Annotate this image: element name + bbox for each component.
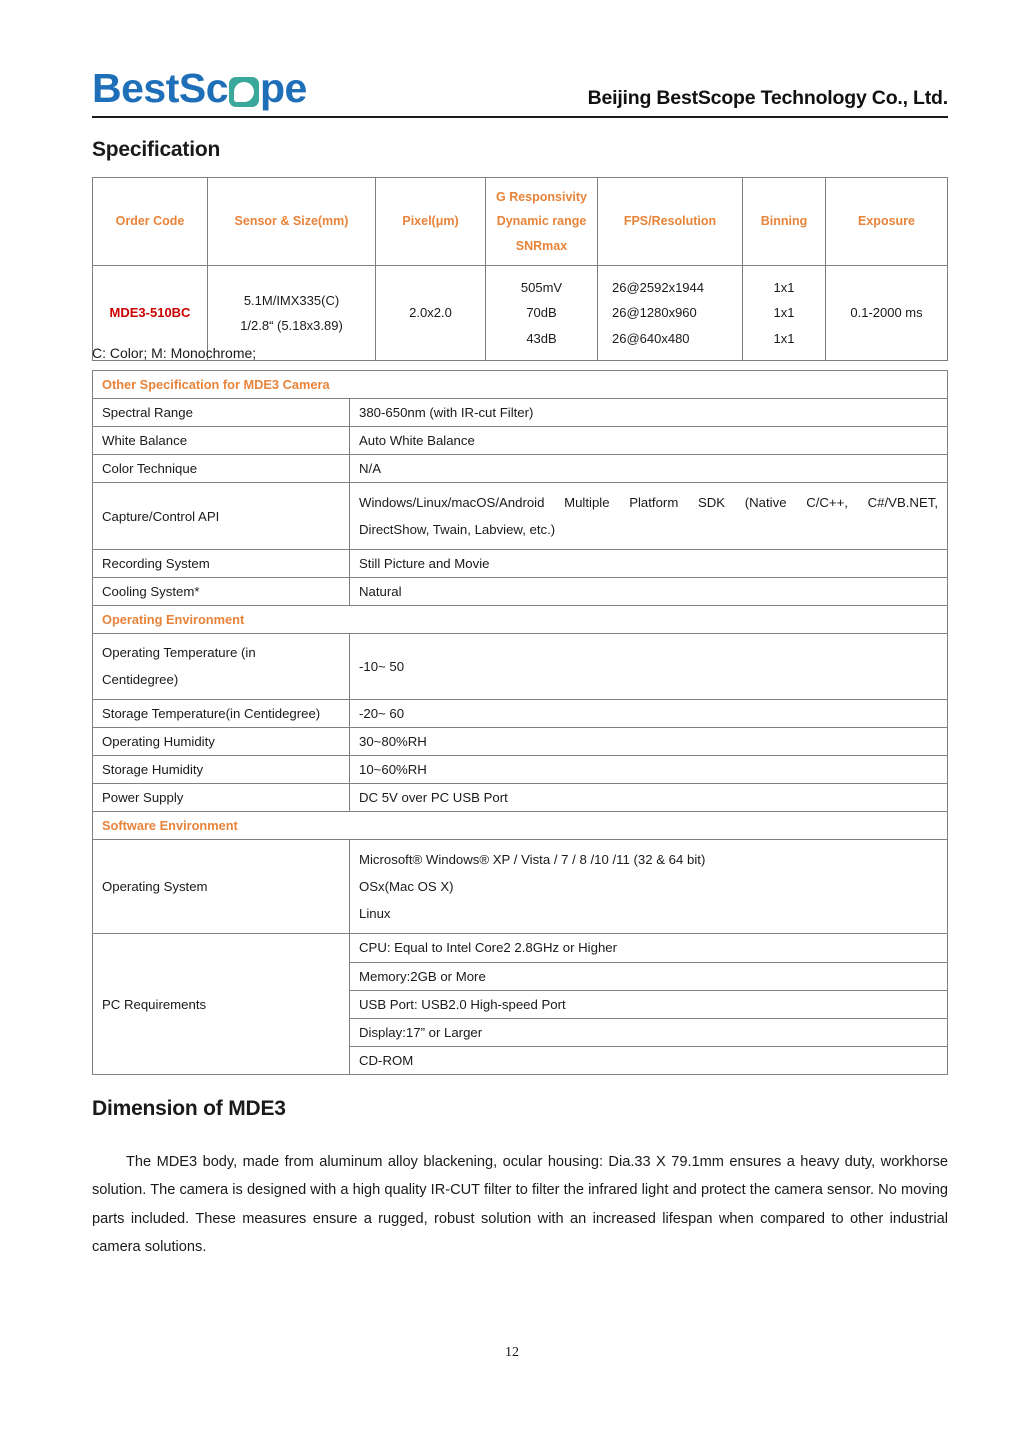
cell-fps-resolution [598,266,743,361]
col-fps-resolution: FPS/Resolution [598,178,743,266]
table-row [93,634,948,700]
label-storage-humidity: Storage Humidity [93,755,350,783]
label-operating-temperature [93,634,350,700]
value-cooling-system: Natural [350,578,948,606]
pc-req-usb: USB Port: USB2.0 High-speed Port [350,990,947,1018]
table-row [93,427,948,455]
label-operating-system: Operating System [93,839,350,933]
cell-binning [743,266,826,361]
col-dynamic-range: Dynamic range [496,214,587,229]
label-color-technique: Color Technique [93,455,350,483]
table-row [93,727,948,755]
page-title-specification: Specification [92,138,221,161]
logo-text-after: pe [260,65,307,111]
list-item [350,1046,947,1074]
list-item [350,990,947,1018]
col-g-responsivity: G Responsivity [496,190,587,204]
table-row [93,839,948,933]
value-color-technique: N/A [350,455,948,483]
table-section-row-software-env [93,811,948,839]
label-spectral-range: Spectral Range [93,399,350,427]
list-item [350,962,947,990]
col-snrmax: SNRmax [515,238,568,253]
responsivity-line-1: 505mV [520,280,563,296]
table-row [93,755,948,783]
section-header-operating-environment: Operating Environment [93,606,948,634]
label-power-supply: Power Supply [93,783,350,811]
color-mono-note: C: Color; M: Monochrome; [92,345,257,361]
operating-temperature-line-1: Operating Temperature (in [102,645,256,661]
specification-table [92,177,948,361]
value-operating-temperature: -10~ 50 [350,634,948,700]
col-responsivity [486,178,598,266]
value-storage-temperature: -20~ 60 [350,699,948,727]
value-spectral-range: 380-650nm (with IR-cut Filter) [350,399,948,427]
pc-req-cpu: CPU: Equal to Intel Core2 2.8GHz or Higher [350,934,947,962]
dimension-paragraph-text: The MDE3 body, made from aluminum alloy blackening, ocular housing: Dia.33 X 79.1mm ensures a heavy duty, workhorse solution. The camera is designed with a high quality IR-CUT filter to filter the infrared light and protect the camera sensor. No moving parts included. These measures ensure a rugged, robust solution with an increased lifespan when compared to other industrial camera solutions. [92,1153,948,1255]
sensor-line-1: 5.1M/IMX335(C) [243,292,340,308]
responsivity-line-2: 70dB [526,305,557,321]
table-section-row-operating-env [93,606,948,634]
list-item [350,934,947,962]
binning-line-3: 1x1 [773,330,795,346]
value-pc-requirements [350,934,948,1075]
table-row [93,578,948,606]
value-capture-api [350,483,948,550]
cell-exposure: 0.1-2000 ms [826,266,948,361]
label-capture-api: Capture/Control API [93,483,350,550]
col-sensor-size: Sensor & Size(mm) [208,178,376,266]
binning-line-2: 1x1 [773,305,795,321]
value-operating-humidity: 30~80%RH [350,727,948,755]
label-cooling-system: Cooling System* [93,578,350,606]
value-power-supply: DC 5V over PC USB Port [350,783,948,811]
responsivity-line-3: 43dB [526,330,557,346]
col-order-code: Order Code [93,178,208,266]
value-recording-system: Still Picture and Movie [350,550,948,578]
pc-req-cdrom: CD-ROM [359,1052,414,1068]
label-storage-temperature: Storage Temperature(in Centidegree) [93,699,350,727]
capture-api-line-1: Windows/Linux/macOS/Android Multiple Platform SDK (Native C/C++, C#/VB.NET, [359,495,938,510]
page-number: 12 [505,1345,519,1360]
label-pc-requirements: PC Requirements [93,934,350,1075]
value-storage-humidity: 10~60%RH [350,755,948,783]
cell-order-code: MDE3-510BC [93,266,208,361]
cell-responsivity [486,266,598,361]
pc-requirements-list [350,934,947,1074]
capture-api-line-2: DirectShow, Twain, Labview, etc.) [359,522,556,538]
col-binning: Binning [743,178,826,266]
col-pixel: Pixel(μm) [376,178,486,266]
pc-req-display: Display:17” or Larger [350,1018,947,1046]
os-line-2: OSx(Mac OS X) [359,879,454,894]
document-header [92,48,948,118]
cell-pixel: 2.0x2.0 [376,266,486,361]
label-white-balance: White Balance [93,427,350,455]
table-row [93,550,948,578]
table-row [93,699,948,727]
os-line-1: Microsoft® Windows® XP / Vista / 7 / 8 /10 /11 (32 & 64 bit) [359,851,706,867]
section-header-other-spec: Other Specification for MDE3 Camera [93,371,948,399]
other-specification-table [92,370,948,1075]
label-recording-system: Recording System [93,550,350,578]
bestscope-logo [92,65,307,111]
table-row [93,483,948,550]
fps-line-2: 26@1280x960 [612,305,697,321]
company-name: Beijing BestScope Technology Co., Ltd. [587,87,948,109]
pc-req-memory: Memory:2GB or More [350,962,947,990]
value-operating-system [350,839,948,933]
table-row [93,399,948,427]
table-row [93,783,948,811]
table-header-row [93,178,948,266]
page-title-dimension: Dimension of MDE3 [92,1097,286,1120]
fps-line-1: 26@2592x1944 [612,280,704,296]
binning-line-1: 1x1 [773,280,795,296]
col-exposure: Exposure [826,178,948,266]
list-item [350,1018,947,1046]
table-section-row-other [93,371,948,399]
sensor-line-2: 1/2.8“ (5.18x3.89) [240,318,343,334]
value-white-balance: Auto White Balance [350,427,948,455]
logo-droplet-icon [229,77,259,107]
logo-text-before: BestSc [92,65,229,111]
label-operating-humidity: Operating Humidity [93,727,350,755]
dimension-body-text [92,1148,948,1262]
table-row [93,455,948,483]
operating-temperature-line-2: Centidegree) [102,671,179,687]
fps-line-3: 26@640x480 [612,330,690,346]
section-header-software-environment: Software Environment [93,811,948,839]
os-line-3: Linux [359,906,391,922]
table-row [93,934,948,1075]
